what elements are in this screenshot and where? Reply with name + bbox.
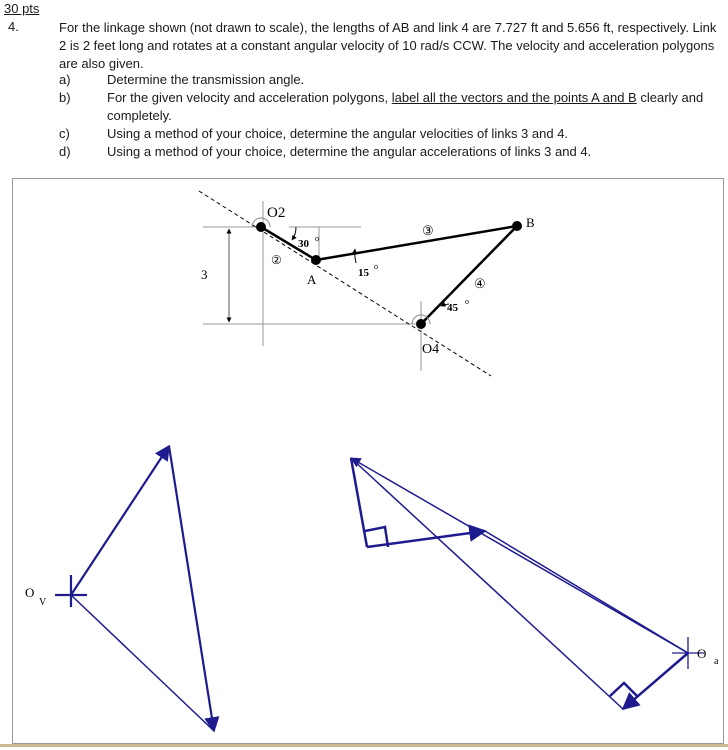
label-b: B (526, 215, 535, 230)
pivot-o4 (416, 319, 426, 329)
joint-a (311, 255, 321, 265)
part-label: a) (59, 72, 71, 87)
velocity-vector (71, 446, 169, 595)
dashed-reference-line (199, 191, 491, 376)
acceleration-polygon (351, 458, 707, 709)
linkage-figure (13, 179, 725, 745)
joint-b (512, 221, 522, 231)
oa-label-a: a (714, 656, 719, 667)
link-4-label: ④ (474, 276, 486, 291)
degree-sign: o (315, 234, 319, 243)
question-parts (59, 71, 723, 161)
acceleration-vector (351, 458, 623, 709)
label-o4: O4 (422, 342, 440, 357)
acceleration-vector (485, 531, 688, 653)
acceleration-vector (623, 653, 688, 709)
part-label: d) (59, 144, 71, 159)
intro-text-1: For the linkage shown (not drawn to scale), the lengths of AB and link 4 are (59, 20, 495, 35)
part-text: Using a method of your choice, determine the angular velocities of links 3 and 4. (107, 126, 569, 141)
omega-value: 10 rad/s CCW (402, 38, 484, 53)
part-b-text-post: clearly and completely. (107, 90, 704, 123)
link-2-label: ② (271, 253, 282, 267)
acceleration-vector (351, 458, 688, 653)
part-b-text-pre: For the given velocity and acceleration polygons, (107, 90, 392, 105)
part-text (107, 89, 723, 125)
angle-label-45: 45 (447, 302, 458, 314)
intro-text-2: , respectively. Link 2 is 2 feet long and rotates at a constant angular velocity of (59, 20, 717, 53)
angle-label-30: 30 (298, 238, 309, 250)
oa-label-o: O (697, 646, 707, 661)
link-3-label: ③ (422, 223, 434, 238)
and-text: and (538, 20, 568, 35)
points-label: 30 pts (4, 1, 40, 16)
part-b (59, 89, 723, 125)
part-label: b) (59, 90, 71, 105)
angle-label-15: 15 (358, 267, 369, 279)
degree-sign: o (374, 262, 378, 271)
label-o2: O2 (267, 205, 286, 221)
part-c (59, 125, 723, 143)
problem-statement (59, 19, 723, 73)
link-3 (316, 226, 517, 260)
part-text: Using a method of your choice, determine the angular accelerations of links 3 and 4. (107, 144, 592, 159)
velocity-polygon (55, 446, 214, 731)
part-d (59, 143, 723, 161)
part-a (59, 71, 723, 89)
ab-length: 7.727 ft (494, 20, 539, 35)
part-label: c) (59, 126, 70, 141)
angle-arc-30 (292, 227, 296, 240)
link4-length: 5.656 ft (567, 20, 611, 35)
part-b-underlined: label all the vectors and the points A and B (391, 90, 637, 105)
intro-text-3: . The velocity and acceleration polygons are also given. (59, 38, 715, 71)
figure-frame (12, 178, 724, 744)
pivot-o2 (256, 222, 266, 232)
bottom-edge (0, 744, 728, 747)
ov-label-o: O (25, 585, 35, 600)
part-text: Determine the transmission angle. (107, 72, 305, 87)
label-a: A (307, 272, 317, 287)
right-angle-mark (610, 683, 637, 696)
dimension-label: 3 (201, 267, 208, 282)
velocity-vector (169, 446, 214, 731)
degree-sign: o (465, 297, 469, 306)
ov-label-v: V (39, 597, 47, 608)
angle-arc-15 (355, 249, 356, 263)
velocity-vector (71, 595, 214, 731)
question-number: 4. (8, 19, 19, 34)
